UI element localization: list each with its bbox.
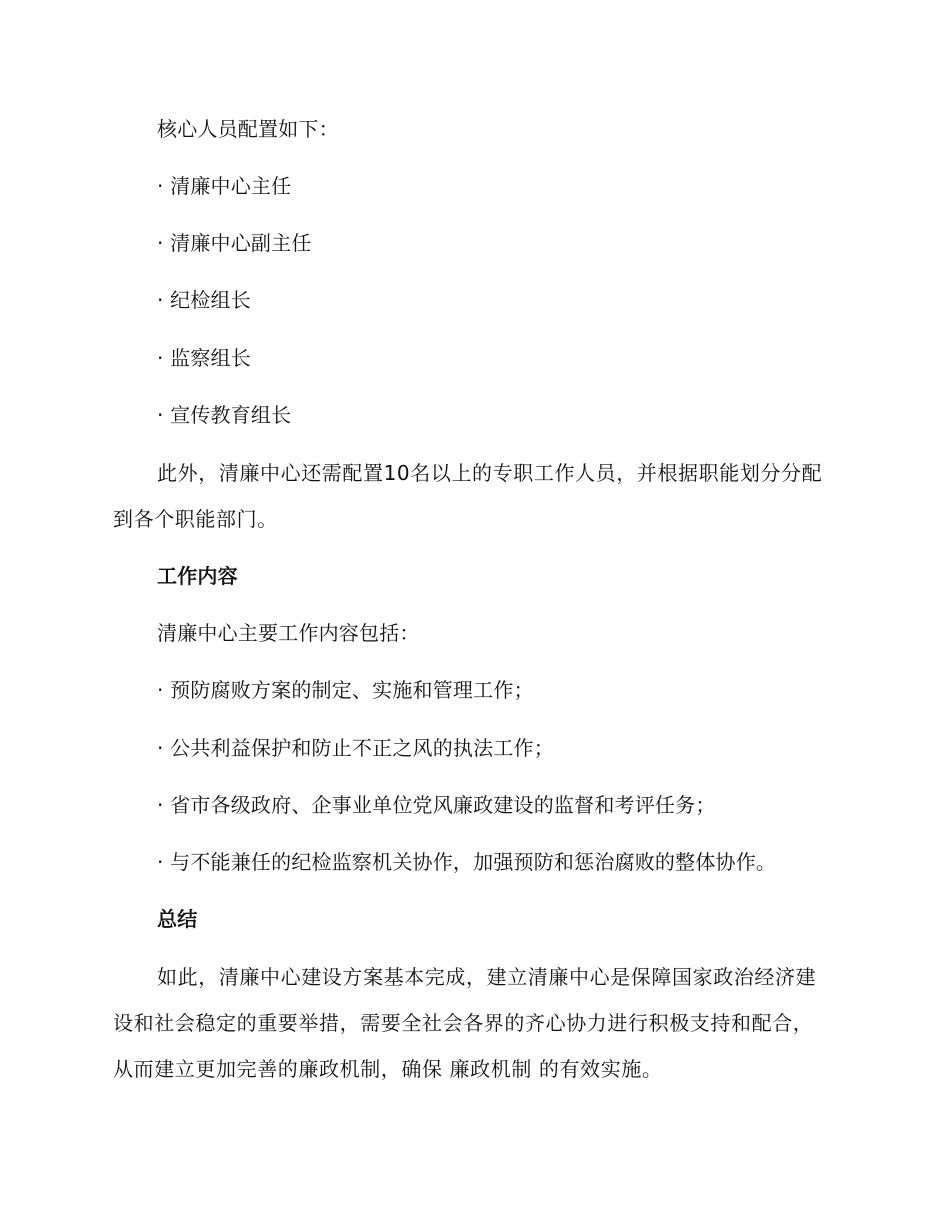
core-staff-item: · 宣传教育组长: [157, 403, 292, 427]
core-staff-note: 此外，清廉中心还需配置10名以上的专职工作人员，并根据职能划分分配到各个职能部门。: [113, 461, 823, 531]
core-staff-item: · 监察组长: [157, 346, 251, 370]
work-content-item: · 公共利益保护和防止不正之风的执法工作；: [157, 736, 554, 760]
work-content-heading: 工作内容: [157, 564, 238, 588]
core-staff-item: · 清廉中心副主任: [157, 231, 312, 255]
core-staff-intro: 核心人员配置如下：: [157, 117, 339, 141]
summary-text: 如此，清廉中心建设方案基本完成，建立清廉中心是保障国家政治经济建设和社会稳定的重要举措，需要全社会各界的齐心协力进行积极支持和配合，从而建立更加完善的廉政机制，确保 廉政机制 的有效实施。: [113, 965, 817, 1081]
work-content-item: · 预防腐败方案的制定、实施和管理工作；: [157, 678, 534, 702]
work-content-intro: 清廉中心主要工作内容包括：: [157, 621, 420, 645]
core-staff-item: · 清廉中心主任: [157, 174, 292, 198]
core-staff-item: · 纪检组长: [157, 288, 251, 312]
work-content-item: · 与不能兼任的纪检监察机关协作，加强预防和惩治腐败的整体协作。: [157, 850, 777, 874]
work-content-item: · 省市各级政府、企事业单位党风廉政建设的监督和考评任务；: [157, 793, 716, 817]
summary-heading: 总结: [157, 907, 198, 931]
